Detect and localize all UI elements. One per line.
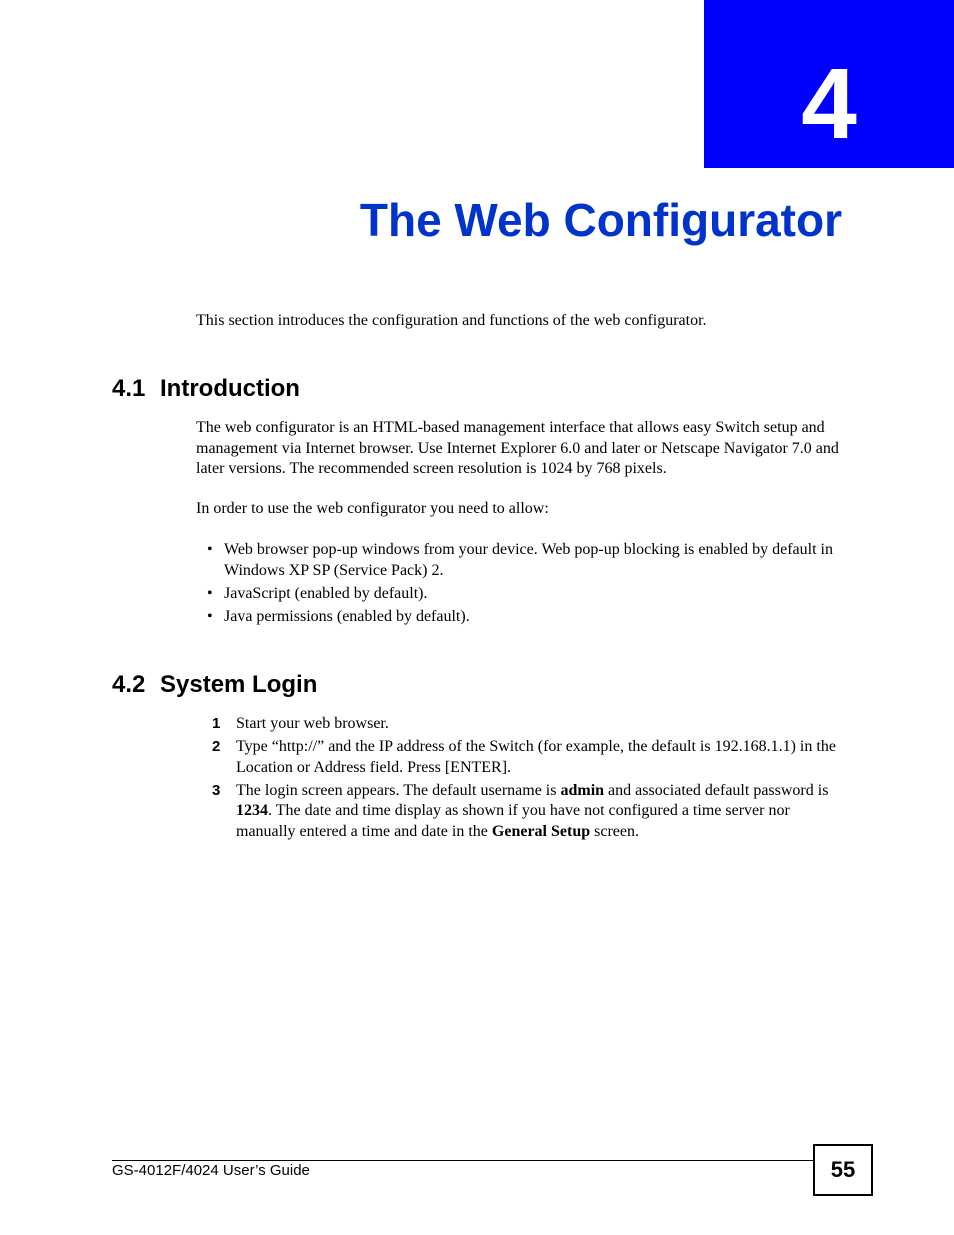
chapter-intro-paragraph: This section introduces the configuration and functions of the web configurator. xyxy=(196,312,707,329)
page-number: 55 xyxy=(813,1144,873,1196)
list-item-text: Web browser pop-up windows from your device. Web pop-up blocking is enabled by default in Windows XP SP (Service Pack) 2. xyxy=(224,541,833,579)
section-number: 4.1 xyxy=(112,375,146,402)
bullet-marker: • xyxy=(207,607,213,625)
step-text-part: . The date and time display as shown if you have not configured a time server nor manually entered a time and date in the xyxy=(236,802,790,840)
chapter-number-box xyxy=(704,0,954,168)
section-heading-system-login xyxy=(112,670,317,700)
bullet-marker: • xyxy=(207,584,213,602)
section-heading-introduction xyxy=(112,374,300,404)
step-number: 2 xyxy=(212,738,221,755)
step-item xyxy=(196,737,846,778)
requirements-paragraph: In order to use the web configurator you need to allow: xyxy=(196,500,549,517)
step-text-part: screen. xyxy=(590,822,639,840)
step-item xyxy=(196,781,846,843)
step-text xyxy=(236,782,828,840)
step-text-part: The login screen appears. The default username is xyxy=(236,781,561,799)
step-number: 1 xyxy=(212,715,221,732)
chapter-title: The Web Configurator xyxy=(359,194,842,246)
step-text-part: and associated default password is xyxy=(604,781,829,799)
step-number: 3 xyxy=(212,781,221,799)
general-setup-reference: General Setup xyxy=(491,822,591,840)
requirements-list xyxy=(196,540,846,630)
step-item xyxy=(196,714,846,735)
list-item-text: Java permissions (enabled by default). xyxy=(224,607,470,625)
default-username: admin xyxy=(560,781,605,799)
list-item xyxy=(196,607,846,628)
section-title: Introduction xyxy=(160,375,300,402)
step-text: Start your web browser. xyxy=(236,715,389,732)
section-number: 4.2 xyxy=(112,671,146,698)
step-text: Type “http://” and the IP address of the Switch (for example, the default is 192.168.1.1) in the Location or Address field. Press [ENTER]. xyxy=(236,738,836,776)
default-password: 1234 xyxy=(236,802,268,819)
list-item xyxy=(196,584,846,605)
chapter-number: 4 xyxy=(801,48,857,160)
footer-guide-title: GS-4012F/4024 User’s Guide xyxy=(112,1162,310,1179)
login-steps-list xyxy=(196,714,846,845)
section-title: System Login xyxy=(160,671,318,698)
bullet-marker: • xyxy=(207,541,213,558)
introduction-paragraph: The web configurator is an HTML-based management interface that allows easy Switch setup and management via Internet browser. Use Internet Explorer 6.0 and later or Netscape Navigator 7.0 and later versions. The recommended screen resolution is 1024 by 768 pixels. xyxy=(196,419,839,477)
list-item xyxy=(196,540,846,581)
list-item-text: JavaScript (enabled by default). xyxy=(224,584,428,602)
